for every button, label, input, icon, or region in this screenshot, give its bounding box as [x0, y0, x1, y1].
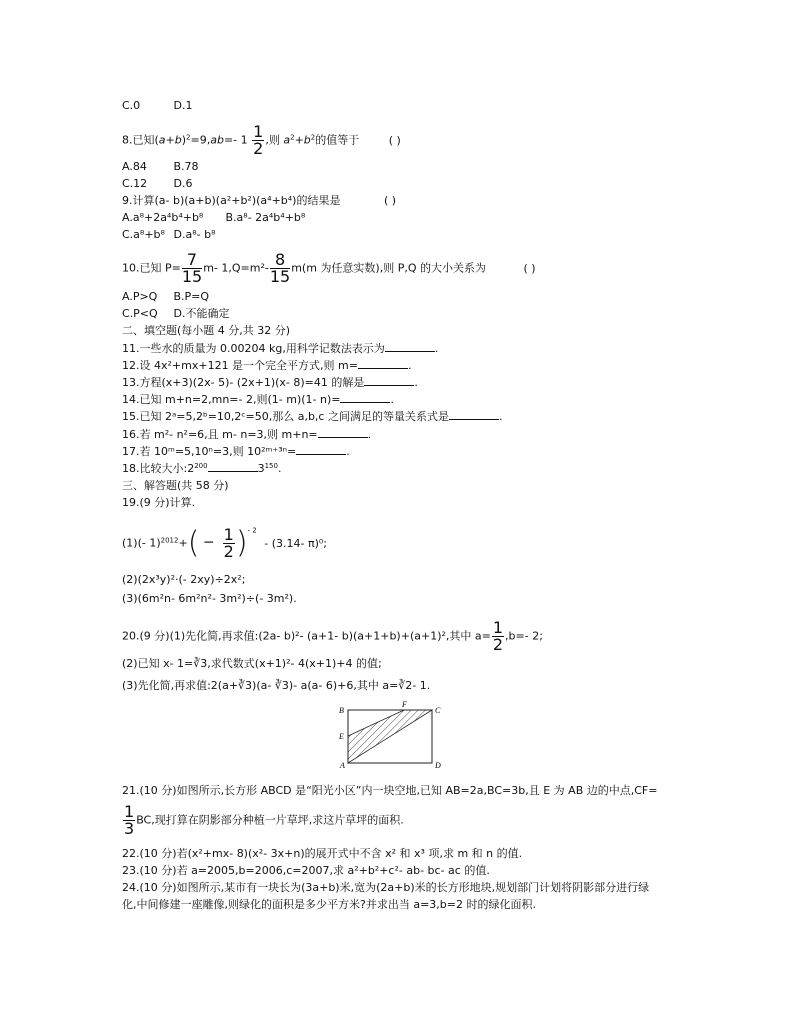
q14-question: 14.已知 m+n=2,mn=- 2,则(1- m)(1- n)= .: [122, 393, 394, 406]
q18-base2: 3: [257, 462, 265, 475]
q24-line2: 化,中间修建一座雕像,则绿化的面积是多少平方米?并求出当 a=3,b=2 时的绿化面积.: [122, 898, 536, 911]
q14-blank: [340, 392, 390, 403]
q14-text: 14.已知 m+n=2,mn=- 2,则(1- m)(1- n)=: [122, 393, 341, 406]
q15-text: 15.已知 2ᵃ=5,2ᵇ=10,2ᶜ=50,那么 a,b,c 之间满足的等量关系式是: [122, 410, 449, 423]
q10-mid: m- 1,Q=m²-: [203, 261, 269, 275]
q12-blank: [358, 358, 408, 369]
q7-options: [122, 99, 192, 113]
q9-option-a: A.a⁸+2a⁴b⁴+b⁸: [122, 211, 204, 224]
q9-question: [122, 194, 396, 208]
q8-question: 8.已知$(a+b)^2=9,ab=-$ 1 $\frac{1}{2}$ ,则 $a^2+b^2$的值等于 ( ): [122, 122, 401, 158]
q13-text: 13.方程(x+3)(2x- 5)- (2x+1)(x- 8)=41 的解是: [122, 376, 365, 389]
q18-exp2: 150: [264, 462, 278, 470]
q8-prefix: 8.已知(: [122, 133, 159, 147]
q10-f1-den: 15: [181, 267, 203, 286]
q11-text: 11.一些水的质量为 0.00204 kg,用科学记数法表示为: [122, 342, 385, 355]
q10-f1-num: 7: [182, 252, 202, 269]
q8-b: b: [303, 133, 311, 147]
q10-option-a: A.P>Q: [122, 290, 158, 303]
label-f: F: [402, 700, 407, 709]
label-a: A: [340, 761, 345, 770]
q10-options-row2: [122, 307, 229, 321]
q19-left-paren: (: [187, 525, 200, 561]
q17-blank: [296, 444, 346, 455]
q10-lead: 10.已知 P=: [122, 261, 181, 275]
q8-answer-paren: ( ): [388, 133, 401, 147]
q8-option-c: C.12: [122, 177, 148, 190]
q11-blank: [385, 341, 435, 352]
q16-question: 16.若 m²- n²=6,且 m- n=3,则 m+n= .: [122, 428, 372, 441]
q19-title: 19.(9 分)计算.: [122, 496, 196, 509]
q8-tail2: 的值等于: [315, 133, 360, 147]
q15-question: 15.已知 2ᵃ=5,2ᵇ=10,2ᶜ=50,那么 a,b,c 之间满足的等量关系式是 .: [122, 410, 503, 423]
q18-end: .: [277, 462, 282, 475]
q19-p1-minus: −: [202, 534, 215, 551]
q9-text: 9.计算(a- b)(a+b)(a²+b²)(a⁴+b⁴)的结果是: [122, 194, 341, 207]
q10-f2-num: 8: [270, 252, 290, 269]
q8-exp: 2: [186, 133, 191, 142]
q19-p1-outexp: - 2: [247, 526, 257, 535]
q21-frac-den: 3: [124, 819, 135, 838]
q8-expr: a+b: [158, 133, 182, 147]
q19-frac-den: 2: [223, 542, 234, 561]
q24-line1: 24.(10 分)如图所示,某市有一块长为(3a+b)米,宽为(2a+b)米的长方形地块,规划部门计划将阴影部分进行绿: [122, 881, 650, 894]
q21-frac-num: 1: [124, 802, 135, 821]
q10-tail: m(m 为任意实数),则 P,Q 的大小关系为: [291, 261, 487, 275]
q17-text: 17.若 10ᵐ=5,10ⁿ=3,则 10²ᵐ⁺³ⁿ=: [122, 445, 297, 458]
q21-line2-text: BC,现打算在阴影部分种植一片草坪,求这片草坪的面积.: [136, 813, 404, 827]
q19-frac-num: 1: [223, 525, 234, 544]
q8-fraction: [252, 124, 264, 157]
q13-blank: [364, 375, 414, 386]
q16-blank: [318, 427, 368, 438]
q9-answer-paren: ( ): [383, 194, 397, 207]
q19-p1-exp: 2012: [160, 536, 179, 545]
q18-question: [122, 461, 281, 476]
q19-part3: (3)(6m²n- 6m²n²- 3m²)÷(- 3m²).: [122, 592, 297, 605]
q10-option-b: B.P=Q: [173, 290, 210, 303]
q8-options-row1: [122, 160, 199, 174]
q13-question: 13.方程(x+3)(2x- 5)- (2x+1)(x- 8)=41 的解是 .: [122, 376, 418, 389]
q10-fraction2: [270, 252, 290, 285]
q8-option-d: D.6: [173, 177, 193, 190]
q10-answer-paren: ( ): [523, 261, 536, 275]
q20-fraction: [492, 620, 504, 653]
q18-blank: [208, 461, 258, 472]
label-e: E: [339, 732, 344, 741]
q20-p1-lead: 20.(9 分)(1)先化简,再求值:(2a- b)²- (a+1- b)(a+1+b)+(a+1)²,其中 a=: [122, 629, 491, 643]
q21-fraction: [123, 804, 135, 837]
q22-question: 22.(10 分)若(x²+mx- 8)(x²- 3x+n)的展开式中不含 x² 和 x³ 项,求 m 和 n 的值.: [122, 847, 523, 860]
q17-question: 17.若 10ᵐ=5,10ⁿ=3,则 10²ᵐ⁺³ⁿ= .: [122, 445, 350, 458]
q8-mid: =9,: [190, 133, 211, 147]
q19-right-paren: ): [235, 525, 248, 561]
q20-part3: (3)先化简,再求值:2(a+∛3)(a- ∛3)- a(a- 6)+6,其中 a=∛2- 1.: [122, 679, 431, 692]
q10-option-c: C.P<Q: [122, 307, 158, 320]
q9-option-d: D.a⁸- b⁸: [173, 228, 216, 241]
q20-p1-tail: ,b=- 2;: [505, 629, 543, 643]
q19-p1-lead: (1)(- 1): [122, 536, 161, 550]
q19-fraction: [223, 527, 235, 560]
q9-options-row1: [122, 211, 305, 225]
label-d: D: [435, 761, 441, 770]
q8-eq: =- 1: [223, 133, 248, 147]
q8-close: ): [181, 133, 187, 147]
q10-option-d: D.不能确定: [173, 307, 230, 320]
q16-text: 16.若 m²- n²=6,且 m- n=3,则 m+n=: [122, 428, 318, 441]
q9-option-b: B.a⁸- 2a⁴b⁴+b⁸: [225, 211, 306, 224]
q8-option-a: A.84: [122, 160, 147, 173]
q21-line2: [122, 804, 404, 837]
q8-a: a: [283, 133, 291, 147]
q19-part1: [122, 527, 327, 560]
q18-lead: 18.比较大小:2: [122, 462, 195, 475]
q12-question: 12.设 4x²+mx+121 是一个完全平方式,则 m= .: [122, 359, 412, 372]
rectangle-figure: [336, 700, 456, 772]
q8-tail: ,则: [265, 133, 280, 147]
q10-options-row1: [122, 290, 209, 304]
q20-frac-num: 1: [492, 618, 504, 637]
section-fill-in-title: 二、填空题(每小题 4 分,共 32 分): [122, 324, 291, 337]
q18-exp1: 200: [194, 462, 208, 470]
q7-option-c: C.0: [122, 99, 141, 112]
q19-p1-plus: +: [178, 536, 188, 550]
q12-text: 12.设 4x²+mx+121 是一个完全平方式,则 m=: [122, 359, 358, 372]
q9-option-c: C.a⁸+b⁸: [122, 228, 165, 241]
q8-ab: ab: [210, 133, 224, 147]
label-b: B: [339, 706, 344, 715]
q9-options-row2: [122, 228, 215, 242]
label-c: C: [435, 706, 441, 715]
q19-part2: (2)(2x³y)²·(- 2xy)÷2x²;: [122, 573, 246, 586]
q20-frac-den: 2: [492, 635, 504, 654]
shaded-region: [348, 710, 432, 763]
q8-frac-num: 1: [253, 122, 264, 141]
q10-f2-den: 15: [269, 267, 291, 286]
q19-p1-tail: - (3.14- π)⁰;: [264, 536, 328, 550]
q20-part2: (2)已知 x- 1=∛3,求代数式(x+1)²- 4(x+1)+4 的值;: [122, 657, 382, 670]
section-solve-title: 三、解答题(共 58 分): [122, 479, 229, 492]
q11-question: 11.一些水的质量为 0.00204 kg,用科学记数法表示为 .: [122, 342, 439, 355]
q7-option-d: D.1: [173, 99, 193, 112]
q8-option-b: B.78: [173, 160, 199, 173]
q15-blank: [449, 409, 499, 420]
q23-question: 23.(10 分)若 a=2005,b=2006,c=2007,求 a²+b²+c²- ab- bc- ac 的值.: [122, 864, 490, 877]
q10-question: [122, 252, 536, 285]
q21-line1: 21.(10 分)如图所示,长方形 ABCD 是“阳光小区”内一块空地,已知 AB=2a,BC=3b,且 E 为 AB 边的中点,CF=: [122, 784, 658, 797]
q8-frac-den: 2: [253, 139, 264, 158]
q10-fraction1: [182, 252, 202, 285]
q20-part1: [122, 620, 543, 653]
q8-options-row2: [122, 177, 192, 191]
